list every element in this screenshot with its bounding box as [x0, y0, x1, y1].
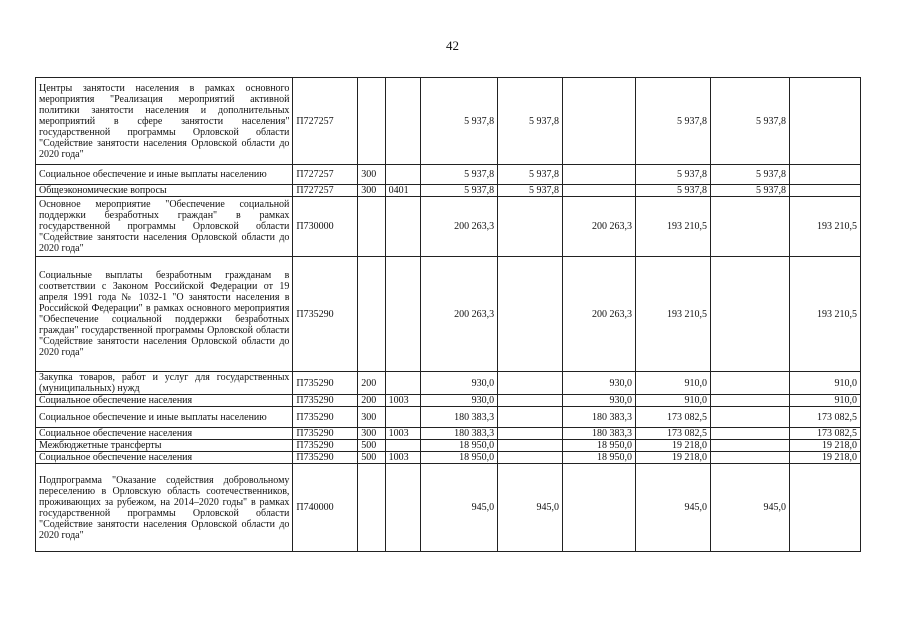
row-value-5 — [710, 407, 789, 428]
row-rpr — [385, 197, 420, 257]
row-vr — [358, 257, 385, 372]
row-value-2 — [498, 428, 563, 440]
row-value-5: 5 937,8 — [710, 185, 789, 197]
table-row — [36, 440, 861, 452]
row-value-6 — [790, 165, 861, 185]
row-name: Социальное обеспечение и иные выплаты населению — [36, 407, 293, 428]
row-name: Межбюджетные трансферты — [36, 440, 293, 452]
row-value-3: 18 950,0 — [562, 440, 635, 452]
row-rpr: 1003 — [385, 452, 420, 464]
row-value-5 — [710, 428, 789, 440]
row-value-1: 5 937,8 — [421, 78, 498, 165]
row-value-4: 19 218,0 — [635, 440, 710, 452]
row-name: Социальное обеспечение населения — [36, 428, 293, 440]
row-value-4: 5 937,8 — [635, 78, 710, 165]
row-value-3 — [562, 78, 635, 165]
row-value-3: 200 263,3 — [562, 197, 635, 257]
row-value-5 — [710, 197, 789, 257]
row-csr: П735290 — [293, 257, 358, 372]
row-vr: 500 — [358, 452, 385, 464]
row-vr: 300 — [358, 407, 385, 428]
row-value-3: 930,0 — [562, 372, 635, 395]
row-vr: 300 — [358, 428, 385, 440]
row-value-1: 5 937,8 — [421, 185, 498, 197]
row-value-5: 5 937,8 — [710, 78, 789, 165]
row-value-6: 173 082,5 — [790, 407, 861, 428]
row-rpr — [385, 257, 420, 372]
row-value-5: 945,0 — [710, 464, 789, 552]
table-body — [36, 78, 861, 552]
row-value-3: 200 263,3 — [562, 257, 635, 372]
row-rpr — [385, 407, 420, 428]
row-value-6: 173 082,5 — [790, 428, 861, 440]
row-value-2 — [498, 407, 563, 428]
row-value-6 — [790, 78, 861, 165]
row-value-6 — [790, 185, 861, 197]
row-value-2: 5 937,8 — [498, 185, 563, 197]
row-vr: 300 — [358, 185, 385, 197]
row-value-1: 930,0 — [421, 395, 498, 407]
row-name: Социальное обеспечение и иные выплаты населению — [36, 165, 293, 185]
row-value-3: 930,0 — [562, 395, 635, 407]
row-csr: П727257 — [293, 78, 358, 165]
row-vr — [358, 197, 385, 257]
row-value-3 — [562, 185, 635, 197]
row-rpr — [385, 78, 420, 165]
row-csr: П740000 — [293, 464, 358, 552]
table-row — [36, 185, 861, 197]
table-row — [36, 257, 861, 372]
row-value-4: 5 937,8 — [635, 165, 710, 185]
row-value-2: 5 937,8 — [498, 78, 563, 165]
row-csr: П735290 — [293, 372, 358, 395]
row-csr: П727257 — [293, 185, 358, 197]
row-value-2: 5 937,8 — [498, 165, 563, 185]
row-value-1: 930,0 — [421, 372, 498, 395]
row-vr: 500 — [358, 440, 385, 452]
row-value-6: 19 218,0 — [790, 440, 861, 452]
row-value-2 — [498, 452, 563, 464]
table-row — [36, 407, 861, 428]
table-row — [36, 197, 861, 257]
row-value-6: 910,0 — [790, 372, 861, 395]
table-row — [36, 78, 861, 165]
row-rpr — [385, 165, 420, 185]
row-name: Основное мероприятие "Обеспечение социальной поддержки безработных граждан" в рамках государственной программы Орловской области "Содействие занятости населения Орловской области до 2020 года" — [36, 197, 293, 257]
row-value-2 — [498, 440, 563, 452]
row-name: Социальное обеспечение населения — [36, 395, 293, 407]
table-row — [36, 452, 861, 464]
row-value-2: 945,0 — [498, 464, 563, 552]
table-row — [36, 464, 861, 552]
row-rpr — [385, 372, 420, 395]
row-value-4: 173 082,5 — [635, 428, 710, 440]
row-csr: П735290 — [293, 407, 358, 428]
table-row — [36, 395, 861, 407]
table-row — [36, 428, 861, 440]
row-value-3: 180 383,3 — [562, 407, 635, 428]
row-vr — [358, 464, 385, 552]
row-vr: 200 — [358, 372, 385, 395]
row-value-6: 193 210,5 — [790, 257, 861, 372]
row-value-4: 945,0 — [635, 464, 710, 552]
row-value-3: 18 950,0 — [562, 452, 635, 464]
row-value-4: 193 210,5 — [635, 257, 710, 372]
row-rpr: 0401 — [385, 185, 420, 197]
row-value-6: 193 210,5 — [790, 197, 861, 257]
table-row — [36, 165, 861, 185]
row-csr: П735290 — [293, 395, 358, 407]
row-value-1: 200 263,3 — [421, 257, 498, 372]
row-value-1: 945,0 — [421, 464, 498, 552]
row-name: Общеэкономические вопросы — [36, 185, 293, 197]
row-value-5 — [710, 440, 789, 452]
row-csr: П727257 — [293, 165, 358, 185]
row-value-3 — [562, 165, 635, 185]
row-vr: 300 — [358, 165, 385, 185]
row-value-2 — [498, 197, 563, 257]
row-csr: П730000 — [293, 197, 358, 257]
row-value-5 — [710, 257, 789, 372]
row-vr — [358, 78, 385, 165]
row-name: Социальное обеспечение населения — [36, 452, 293, 464]
row-value-6: 19 218,0 — [790, 452, 861, 464]
row-value-3: 180 383,3 — [562, 428, 635, 440]
page-number: 42 — [446, 38, 459, 53]
row-value-2 — [498, 257, 563, 372]
row-value-3 — [562, 464, 635, 552]
row-csr: П735290 — [293, 440, 358, 452]
row-vr: 200 — [358, 395, 385, 407]
row-value-5 — [710, 395, 789, 407]
row-csr: П735290 — [293, 428, 358, 440]
row-value-1: 180 383,3 — [421, 407, 498, 428]
row-csr: П735290 — [293, 452, 358, 464]
row-value-5 — [710, 372, 789, 395]
row-value-4: 910,0 — [635, 372, 710, 395]
row-name: Подпрограмма "Оказание содействия добровольному переселению в Орловскую область соотечественников, проживающих за рубежом, на 2014–2020 годы" в рамках государственной программы Орловской области "Содействие занятости населения Орловской области до 2020 года" — [36, 464, 293, 552]
row-value-4: 173 082,5 — [635, 407, 710, 428]
row-value-5 — [710, 452, 789, 464]
row-name: Социальные выплаты безработным гражданам в соответствии с Законом Российской Федерации от 19 апреля 1991 года № 1032-1 "О занятости населения в Российской Федерации" в рамках основного мероприятия "Обеспечение социальной поддержки безработных граждан" государственной программы Орловской области "Содействие занятости населения Орловской области до 2020 года" — [36, 257, 293, 372]
row-value-1: 18 950,0 — [421, 452, 498, 464]
row-value-1: 18 950,0 — [421, 440, 498, 452]
row-value-2 — [498, 372, 563, 395]
row-name: Закупка товаров, работ и услуг для государственных (муниципальных) нужд — [36, 372, 293, 395]
row-rpr: 1003 — [385, 428, 420, 440]
row-value-4: 5 937,8 — [635, 185, 710, 197]
row-rpr: 1003 — [385, 395, 420, 407]
row-value-4: 193 210,5 — [635, 197, 710, 257]
row-value-2 — [498, 395, 563, 407]
budget-table — [35, 77, 861, 552]
row-value-6: 910,0 — [790, 395, 861, 407]
row-name: Центры занятости населения в рамках основного мероприятия "Реализация мероприятий активной политики занятости населения и дополнительных мероприятий в сфере занятости населения" государственной программы Орловской области "Содействие занятости населения Орловской области до 2020 года" — [36, 78, 293, 165]
row-value-4: 910,0 — [635, 395, 710, 407]
row-rpr — [385, 464, 420, 552]
row-rpr — [385, 440, 420, 452]
row-value-6 — [790, 464, 861, 552]
row-value-1: 180 383,3 — [421, 428, 498, 440]
row-value-5: 5 937,8 — [710, 165, 789, 185]
table-row — [36, 372, 861, 395]
row-value-4: 19 218,0 — [635, 452, 710, 464]
row-value-1: 5 937,8 — [421, 165, 498, 185]
row-value-1: 200 263,3 — [421, 197, 498, 257]
